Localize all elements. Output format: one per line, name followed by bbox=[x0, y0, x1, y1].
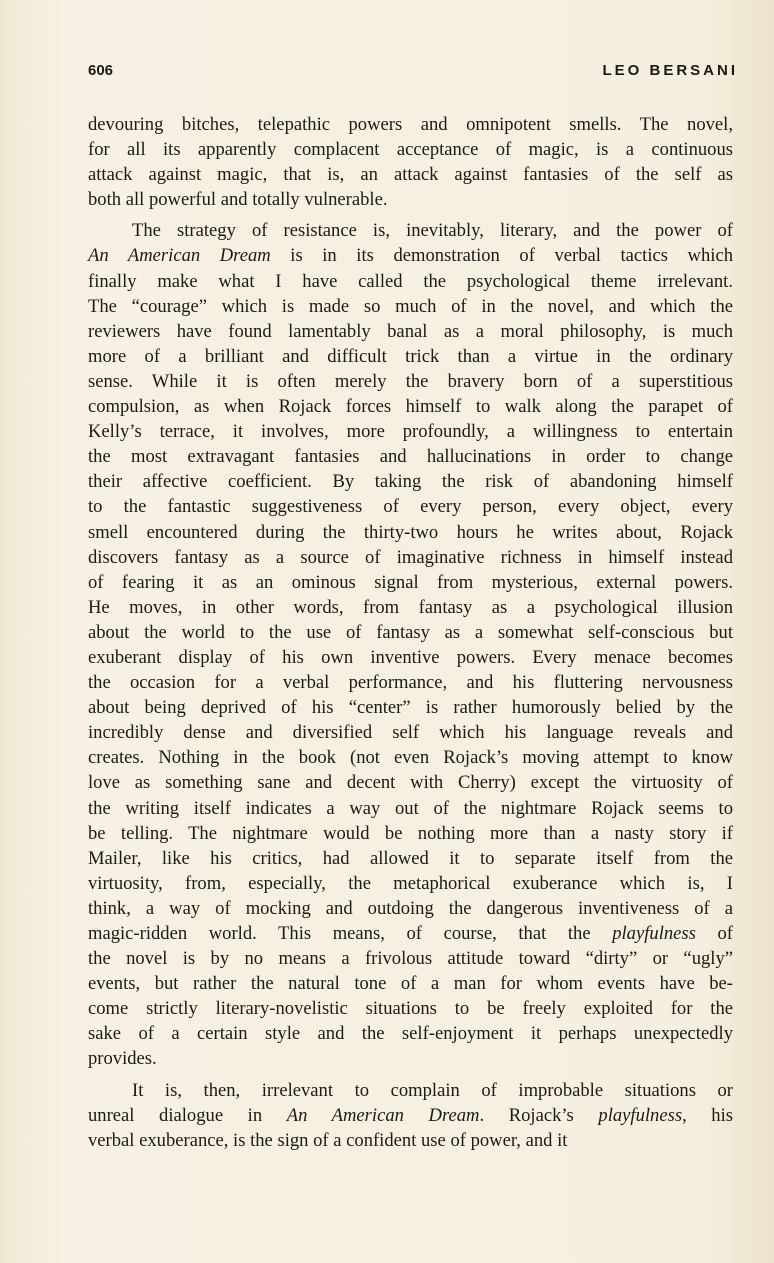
text-line: sake of a certain style and the self-enjoyment it perhaps unexpectedly bbox=[88, 1023, 733, 1045]
page-header bbox=[88, 62, 738, 86]
paragraph bbox=[88, 218, 733, 1071]
text-line: both all powerful and totally vulnerable. bbox=[88, 189, 388, 211]
page-number: 606 bbox=[88, 62, 114, 79]
text-line: Mailer, like his critics, had allowed it to separate itself from the bbox=[88, 847, 733, 869]
text-line: discovers fantasy as a source of imaginative richness in himself instead bbox=[88, 546, 733, 568]
text-line: about being deprived of his “center” is rather humorously belied by the bbox=[88, 697, 733, 719]
text-line: virtuosity, from, especially, the metaphorical exuberance which is, I bbox=[88, 872, 733, 894]
text-line: more of a brilliant and difficult trick than a virtue in the ordinary bbox=[88, 345, 733, 367]
text-line: sense. While it is often merely the bravery born of a superstitious bbox=[88, 370, 733, 392]
text-line: devouring bitches, telepathic powers and omnipotent smells. The novel, bbox=[88, 114, 733, 135]
text-line: about the world to the use of fantasy as a somewhat self-conscious but bbox=[88, 621, 733, 643]
text-line: events, but rather the natural tone of a man for whom events have be- bbox=[88, 973, 733, 995]
text-line: their affective coefficient. By taking the risk of abandoning himself bbox=[88, 471, 733, 493]
text-line: Kelly’s terrace, it involves, more profoundly, a willingness to entertain bbox=[88, 421, 733, 443]
text-line: It is, then, irrelevant to complain of improbable situations or bbox=[132, 1079, 733, 1101]
text-line: think, a way of mocking and outdoing the dangerous inventiveness of a bbox=[88, 897, 733, 919]
text-line: come strictly literary-novelistic situations to be freely exploited for the bbox=[88, 998, 733, 1020]
text-line: to the fantastic suggestiveness of every person, every object, every bbox=[88, 496, 733, 518]
paragraph bbox=[88, 112, 733, 212]
text-line: the writing itself indicates a way out of the nightmare Rojack seems to bbox=[88, 797, 733, 819]
text-line: of fearing it as an ominous signal from mysterious, external powers. bbox=[88, 571, 733, 593]
text-line: The strategy of resistance is, inevitably, literary, and the power of bbox=[132, 220, 733, 242]
text-line: be telling. The nightmare would be nothing more than a nasty story if bbox=[88, 822, 733, 844]
text-line: the occasion for a verbal performance, and his fluttering nervousness bbox=[88, 672, 733, 694]
text-line: incredibly dense and diversified self which his language reveals and bbox=[88, 722, 733, 744]
text-line: provides. bbox=[88, 1048, 157, 1070]
text-line: The “courage” which is made so much of in the novel, and which the bbox=[88, 295, 733, 317]
text-line: the most extravagant fantasies and hallucinations in order to change bbox=[88, 446, 733, 468]
paragraph bbox=[88, 1078, 733, 1153]
text-line: creates. Nothing in the book (not even Rojack’s moving attempt to know bbox=[88, 747, 733, 769]
text-line: attack against magic, that is, an attack against fantasies of the self as bbox=[88, 164, 733, 186]
body-text bbox=[88, 112, 733, 1153]
text-line: compulsion, as when Rojack forces himself to walk along the parapet of bbox=[88, 396, 733, 418]
text-line: An American Dream is in its demonstration of verbal tactics which bbox=[88, 245, 733, 267]
text-line: for all its apparently complacent acceptance of magic, is a continuous bbox=[88, 139, 733, 161]
text-line: exuberant display of his own inventive powers. Every menace becomes bbox=[88, 646, 733, 668]
text-line: He moves, in other words, from fantasy as a psychological illusion bbox=[88, 596, 733, 618]
text-line: magic-ridden world. This means, of course, that the playfulness of bbox=[88, 923, 733, 944]
text-line: unreal dialogue in An American Dream. Rojack’s playfulness, his bbox=[88, 1104, 734, 1126]
text-line: the novel is by no means a frivolous attitude toward “dirty” or “ugly” bbox=[88, 948, 733, 970]
text-line: love as something sane and decent with Cherry) except the virtuosity of bbox=[88, 772, 733, 794]
text-line: verbal exuberance, is the sign of a confident use of power, and it bbox=[88, 1129, 568, 1151]
running-head: LEO BERSANI bbox=[602, 62, 738, 79]
text-line: smell encountered during the thirty-two hours he writes about, Rojack bbox=[88, 521, 733, 543]
text-line: finally make what I have called the psychological theme irrelevant. bbox=[88, 270, 733, 292]
text-line: reviewers have found lamentably banal as a moral philosophy, is much bbox=[88, 320, 733, 342]
